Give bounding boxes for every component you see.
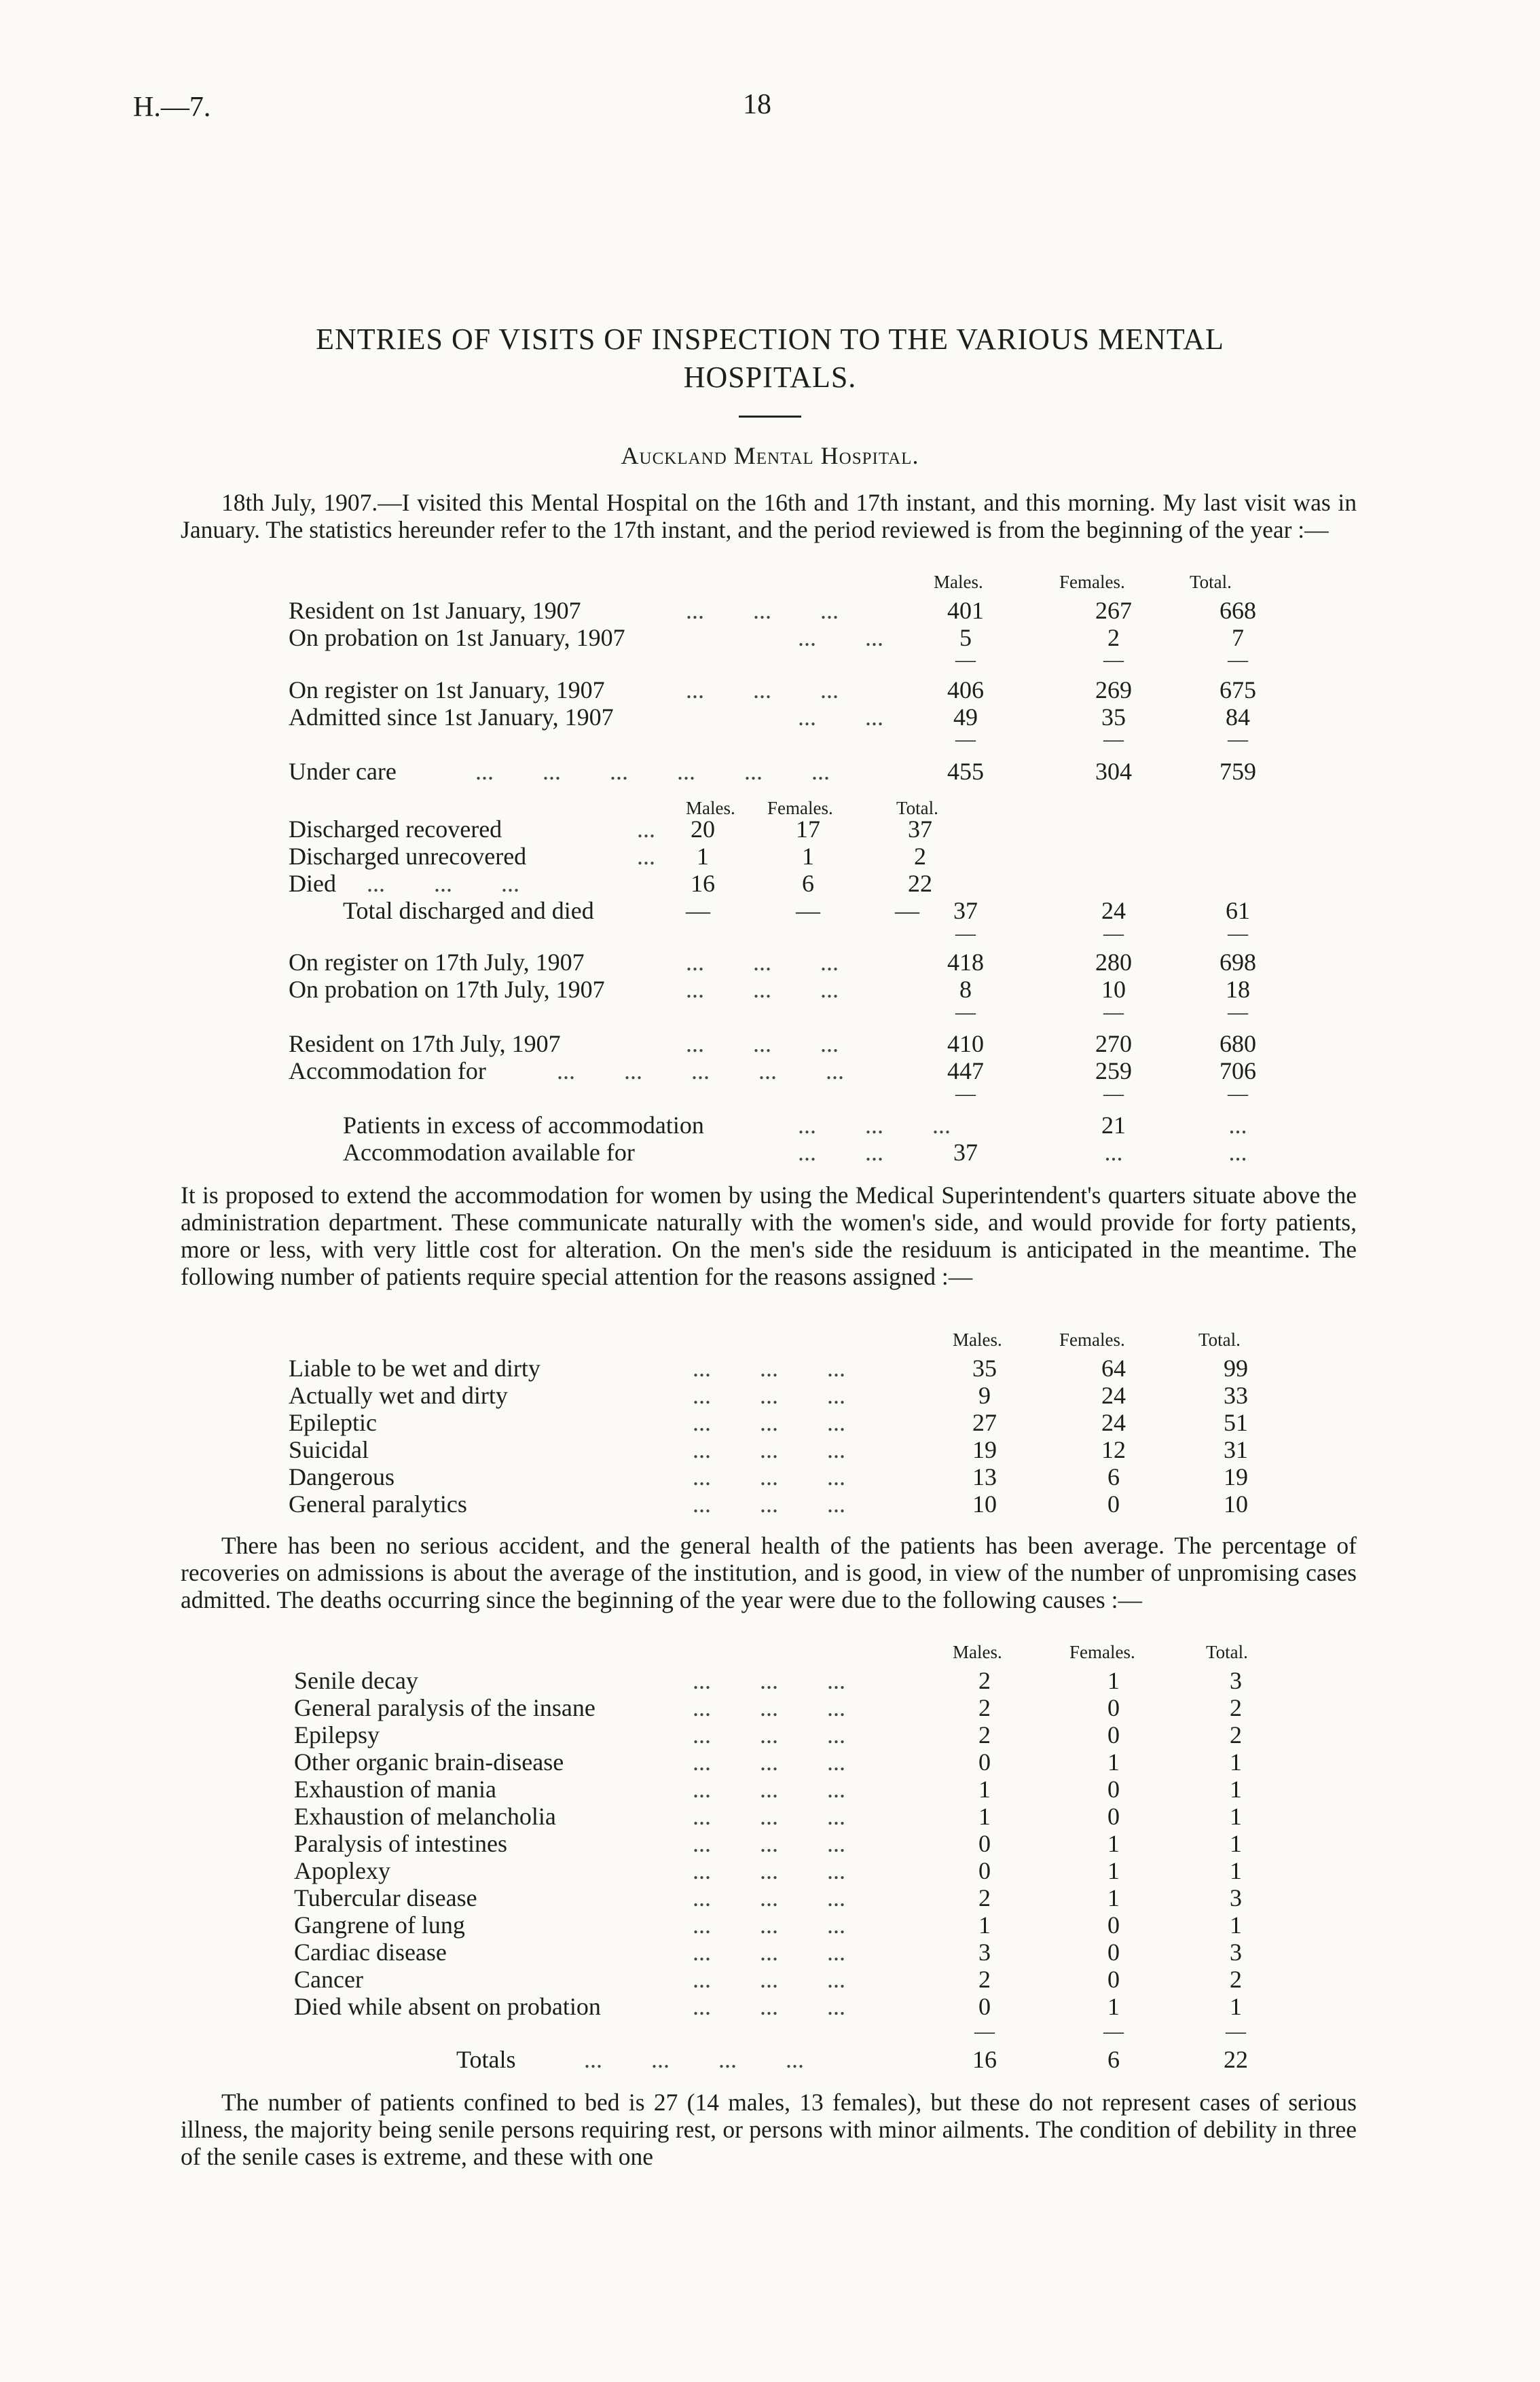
stat-females: 267 bbox=[1095, 597, 1132, 624]
stat-males: 20 bbox=[691, 816, 715, 843]
row-males: 2 bbox=[978, 1966, 991, 1993]
stat-females: 6 bbox=[802, 870, 814, 897]
stat-total: 759 bbox=[1220, 758, 1256, 785]
row-males: 19 bbox=[972, 1436, 997, 1463]
row-total: 1 bbox=[1230, 1776, 1242, 1803]
row-label: Other organic brain-disease bbox=[294, 1748, 564, 1776]
row-label: Cancer bbox=[294, 1966, 363, 1993]
row-females: 0 bbox=[1107, 1776, 1120, 1803]
row-males: 13 bbox=[972, 1463, 997, 1490]
leader-dots: ... ... ... bbox=[693, 1776, 845, 1803]
row-total: 1 bbox=[1230, 1803, 1242, 1830]
row-total: 1 bbox=[1230, 1830, 1242, 1857]
row-label: Exhaustion of mania bbox=[294, 1776, 496, 1803]
row-females: 0 bbox=[1107, 1803, 1120, 1830]
row-total: 10 bbox=[1224, 1490, 1248, 1518]
row-total: 33 bbox=[1224, 1382, 1248, 1409]
leader-dots: ... ... ... bbox=[693, 1993, 845, 2020]
row-males: 1 bbox=[978, 1911, 991, 1939]
stat-label: Admitted since 1st January, 1907 bbox=[289, 703, 614, 731]
stat-total: 18 bbox=[1226, 976, 1250, 1003]
row-total: 1 bbox=[1230, 1748, 1242, 1776]
stat-males: 406 bbox=[947, 676, 984, 703]
row-label: Gangrene of lung bbox=[294, 1911, 465, 1939]
stat-males: 401 bbox=[947, 597, 984, 624]
row-total: 1 bbox=[1230, 1857, 1242, 1884]
row-label: General paralytics bbox=[289, 1490, 467, 1518]
document-reference: H.—7. bbox=[133, 92, 211, 123]
stat-females: 24 bbox=[1101, 897, 1126, 924]
stat-total: 675 bbox=[1220, 676, 1256, 703]
leader-dots: ... ... ... bbox=[693, 1884, 845, 1911]
row-females: 1 bbox=[1107, 1857, 1120, 1884]
row-label: General paralysis of the insane bbox=[294, 1694, 595, 1721]
row-label: Senile decay bbox=[294, 1667, 418, 1694]
row-total: 99 bbox=[1224, 1355, 1248, 1382]
stat-females: 270 bbox=[1095, 1030, 1132, 1057]
row-total: 3 bbox=[1230, 1939, 1242, 1966]
row-males: 1 bbox=[978, 1776, 991, 1803]
row-label: Actually wet and dirty bbox=[289, 1382, 508, 1409]
row-females: 0 bbox=[1107, 1911, 1120, 1939]
leader-dots: ... ... ... bbox=[693, 1911, 845, 1939]
row-label: Dangerous bbox=[289, 1463, 395, 1490]
leader-dots: ... ... ... bbox=[693, 1382, 845, 1409]
stat-males: 16 bbox=[691, 870, 715, 897]
leader-dots: ... ... ... bbox=[693, 1355, 845, 1382]
page-number: 18 bbox=[743, 89, 771, 120]
section-heading: Auckland Mental Hospital. bbox=[621, 442, 919, 469]
stat-females: 280 bbox=[1095, 949, 1132, 976]
stat-label: On probation on 17th July, 1907 bbox=[289, 976, 605, 1003]
row-females: 1 bbox=[1107, 1884, 1120, 1911]
sub-col-header-total: Total. bbox=[896, 798, 938, 818]
stat-total: 7 bbox=[1232, 624, 1244, 651]
stat-males: 8 bbox=[959, 976, 972, 1003]
leader-dots: ... ... ... bbox=[693, 1667, 845, 1694]
leader-dots: ... ... ... bbox=[693, 1939, 845, 1966]
stat-males: 49 bbox=[953, 703, 978, 731]
row-label: Epilepsy bbox=[294, 1721, 380, 1748]
row-total: 31 bbox=[1224, 1436, 1248, 1463]
leader-dots: ... ... ... bbox=[693, 1694, 845, 1721]
row-total: 2 bbox=[1230, 1694, 1242, 1721]
stat-total: 2 bbox=[914, 843, 926, 870]
row-females: 0 bbox=[1107, 1939, 1120, 1966]
row-females: 24 bbox=[1101, 1409, 1126, 1436]
page-title: ENTRIES OF VISITS OF INSPECTION TO THE VARIOUS MENTAL bbox=[316, 323, 1224, 356]
sub-col-header-females: Females. bbox=[767, 798, 833, 818]
row-label: Epileptic bbox=[289, 1409, 377, 1436]
row-females: 0 bbox=[1107, 1721, 1120, 1748]
row-males: 2 bbox=[978, 1694, 991, 1721]
paragraph-health: There has been no serious accident, and the general health of the patients has been average. The percentage of recoveries on admissions is about the average of the institution, and is good, in view of the number of unpromising cases admitted. The deaths occurring since the beginning of the year were due to the following causes :— bbox=[181, 1532, 1357, 1613]
row-label: Liable to be wet and dirty bbox=[289, 1355, 540, 1382]
stat-females: 17 bbox=[796, 816, 820, 843]
col-header-females: Females. bbox=[1069, 1642, 1135, 1662]
stat-total: 61 bbox=[1226, 897, 1250, 924]
row-label: Exhaustion of melancholia bbox=[294, 1803, 556, 1830]
stat-males: 5 bbox=[959, 624, 972, 651]
stat-males: 37 bbox=[953, 897, 978, 924]
row-males: 10 bbox=[972, 1490, 997, 1518]
col-header-total: Total. bbox=[1190, 572, 1232, 592]
totals-females: 6 bbox=[1107, 2046, 1120, 2073]
row-total: 1 bbox=[1230, 1993, 1242, 2020]
stat-label: Accommodation available for bbox=[343, 1139, 635, 1166]
row-males: 0 bbox=[978, 1993, 991, 2020]
col-header-females: Females. bbox=[1059, 572, 1125, 592]
stat-label: Resident on 1st January, 1907 bbox=[289, 597, 581, 624]
row-females: 0 bbox=[1107, 1490, 1120, 1518]
leader-dots: ... ... ... bbox=[693, 1803, 845, 1830]
stat-total: 668 bbox=[1220, 597, 1256, 624]
stat-label: On register on 1st January, 1907 bbox=[289, 676, 605, 703]
col-header-total: Total. bbox=[1198, 1330, 1241, 1350]
row-total: 51 bbox=[1224, 1409, 1248, 1436]
stat-males: 455 bbox=[947, 758, 984, 785]
row-females: 0 bbox=[1107, 1966, 1120, 1993]
stat-total: 84 bbox=[1226, 703, 1250, 731]
row-males: 27 bbox=[972, 1409, 997, 1436]
intro-paragraph: 18th July, 1907.—I visited this Mental Hospital on the 16th and 17th instant, and this morning. My last visit was in January. The statistics hereunder refer to the 17th instant, and the period reviewed is from the beginning of the year :— bbox=[181, 489, 1357, 543]
row-males: 2 bbox=[978, 1721, 991, 1748]
row-females: 24 bbox=[1101, 1382, 1126, 1409]
stat-label: On probation on 1st January, 1907 bbox=[289, 624, 625, 651]
paragraph-confined: The number of patients confined to bed is 27 (14 males, 13 females), but these do not represent cases of serious illness, the majority being senile persons requiring rest, or persons with minor ailments. The condition of debility in three of the senile cases is extreme, and these with one bbox=[181, 2089, 1357, 2170]
page-title-line2: HOSPITALS. bbox=[683, 361, 857, 394]
row-label: Apoplexy bbox=[294, 1857, 390, 1884]
stat-females: 2 bbox=[1107, 624, 1120, 651]
row-label: Died while absent on probation bbox=[294, 1993, 601, 2020]
stat-label: Died bbox=[289, 870, 336, 897]
stat-females: 35 bbox=[1101, 703, 1126, 731]
totals-males: 16 bbox=[972, 2046, 997, 2073]
col-header-total: Total. bbox=[1206, 1642, 1248, 1662]
leader-dots: ... ... ... bbox=[693, 1436, 845, 1463]
row-total: 2 bbox=[1230, 1966, 1242, 1993]
row-females: 0 bbox=[1107, 1694, 1120, 1721]
stat-label: Total discharged and died bbox=[343, 897, 594, 924]
leader-dots: ... ... ... bbox=[693, 1490, 845, 1518]
stat-total: 680 bbox=[1220, 1030, 1256, 1057]
stat-males: 410 bbox=[947, 1030, 984, 1057]
stat-males: 37 bbox=[953, 1139, 978, 1166]
totals-label: Totals bbox=[456, 2046, 516, 2073]
row-males: 1 bbox=[978, 1803, 991, 1830]
row-females: 1 bbox=[1107, 1993, 1120, 2020]
leader-dots: ... ... ... bbox=[693, 1966, 845, 1993]
row-label: Cardiac disease bbox=[294, 1939, 447, 1966]
row-males: 2 bbox=[978, 1667, 991, 1694]
stat-females: 269 bbox=[1095, 676, 1132, 703]
stat-total: 37 bbox=[908, 816, 932, 843]
stat-males: 447 bbox=[947, 1057, 984, 1084]
stat-males: 1 bbox=[697, 843, 709, 870]
paragraph-accommodation: It is proposed to extend the accommodation for women by using the Medical Superintendent's quarters situate above the administration department. These communicate naturally with the women's side, and would provide for forty patients, more or less, with very little cost for alteration. On the men's side the residuum is anticipated in the meantime. The following number of patients require special attention for the reasons assigned :— bbox=[181, 1181, 1357, 1290]
row-females: 1 bbox=[1107, 1748, 1120, 1776]
row-total: 3 bbox=[1230, 1667, 1242, 1694]
stat-total: 698 bbox=[1220, 949, 1256, 976]
stat-label: Accommodation for bbox=[289, 1057, 486, 1084]
totals-total: 22 bbox=[1224, 2046, 1248, 2073]
stat-label: Discharged unrecovered bbox=[289, 843, 527, 870]
row-females: 1 bbox=[1107, 1667, 1120, 1694]
leader-dots: ... ... ... bbox=[693, 1748, 845, 1776]
row-total: 19 bbox=[1224, 1463, 1248, 1490]
row-males: 2 bbox=[978, 1884, 991, 1911]
col-header-males: Males. bbox=[934, 572, 983, 592]
row-females: 64 bbox=[1101, 1355, 1126, 1382]
col-header-males: Males. bbox=[953, 1642, 1002, 1662]
row-total: 1 bbox=[1230, 1911, 1242, 1939]
title-rule bbox=[739, 416, 801, 418]
row-total: 2 bbox=[1230, 1721, 1242, 1748]
row-total: 3 bbox=[1230, 1884, 1242, 1911]
col-header-males: Males. bbox=[953, 1330, 1002, 1350]
row-males: 3 bbox=[978, 1939, 991, 1966]
leader-dots: ... ... ... bbox=[693, 1857, 845, 1884]
stat-females: 304 bbox=[1095, 758, 1132, 785]
row-males: 0 bbox=[978, 1857, 991, 1884]
leader-dots: ... ... ... bbox=[693, 1463, 845, 1490]
stat-females: 21 bbox=[1101, 1112, 1126, 1139]
stat-females: 1 bbox=[802, 843, 814, 870]
row-males: 9 bbox=[978, 1382, 991, 1409]
stat-label: Discharged recovered bbox=[289, 816, 502, 843]
stat-total: 706 bbox=[1220, 1057, 1256, 1084]
row-males: 0 bbox=[978, 1830, 991, 1857]
stat-label: Resident on 17th July, 1907 bbox=[289, 1030, 561, 1057]
col-header-females: Females. bbox=[1059, 1330, 1125, 1350]
row-males: 35 bbox=[972, 1355, 997, 1382]
leader-dots: ... ... ... bbox=[693, 1830, 845, 1857]
row-label: Tubercular disease bbox=[294, 1884, 477, 1911]
stat-females: 10 bbox=[1101, 976, 1126, 1003]
stat-total: 22 bbox=[908, 870, 932, 897]
sub-col-header-males: Males. bbox=[686, 798, 735, 818]
stat-females: 259 bbox=[1095, 1057, 1132, 1084]
leader-dots: ... ... ... bbox=[693, 1409, 845, 1436]
row-females: 1 bbox=[1107, 1830, 1120, 1857]
row-females: 12 bbox=[1101, 1436, 1126, 1463]
row-label: Suicidal bbox=[289, 1436, 369, 1463]
stat-label: On register on 17th July, 1907 bbox=[289, 949, 585, 976]
stat-label: Patients in excess of accommodation bbox=[343, 1112, 704, 1139]
row-females: 6 bbox=[1107, 1463, 1120, 1490]
row-males: 0 bbox=[978, 1748, 991, 1776]
row-label: Paralysis of intestines bbox=[294, 1830, 507, 1857]
leader-dots: ... ... ... bbox=[693, 1721, 845, 1748]
stat-label: Under care bbox=[289, 758, 397, 785]
stat-males: 418 bbox=[947, 949, 984, 976]
